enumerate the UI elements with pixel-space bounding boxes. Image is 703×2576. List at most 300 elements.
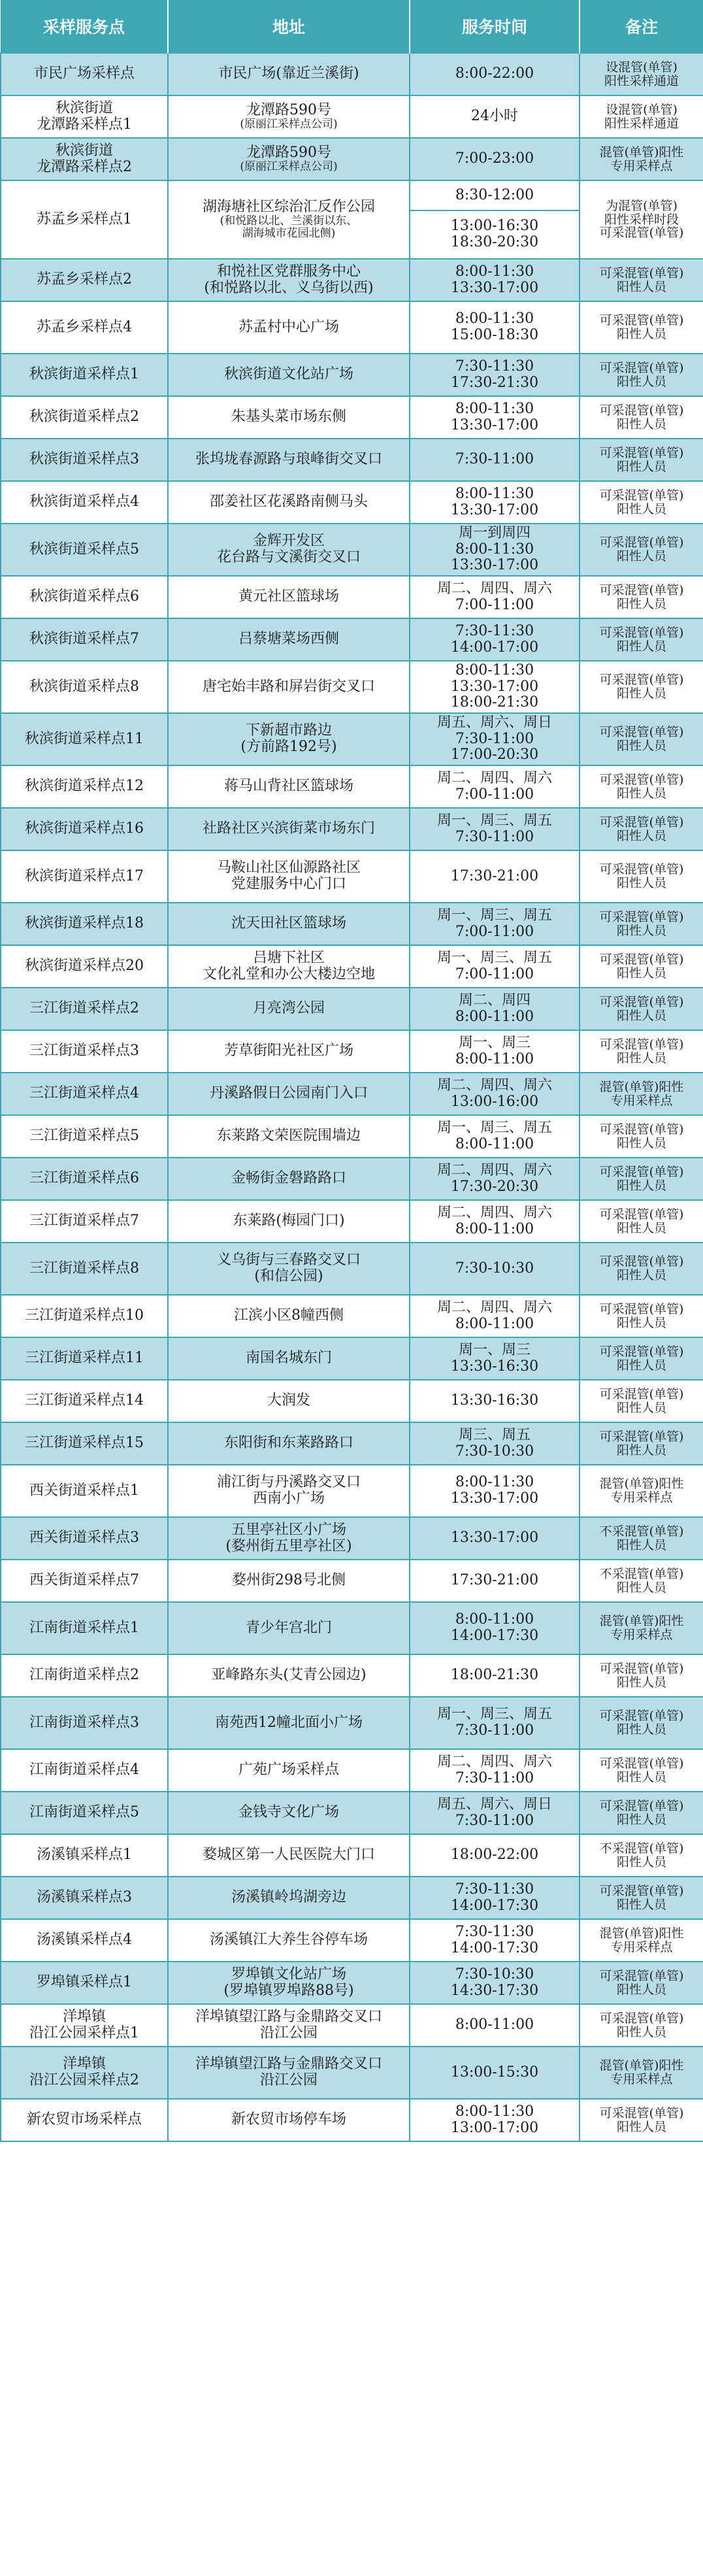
table-row — [1, 808, 703, 850]
table-row — [1, 1749, 703, 1792]
cell-line: 江南街道采样点2 — [29, 1667, 139, 1684]
cell-line: 阳性人员 — [616, 596, 666, 611]
service-point-name — [1, 1654, 168, 1697]
cell-line: 秋滨街道采样点17 — [25, 867, 144, 884]
cell-line: 13:00-15:30 — [450, 2064, 539, 2081]
service-time-cell — [410, 1834, 580, 1877]
table-row — [1, 850, 703, 903]
address-cell — [168, 1517, 410, 1560]
cell-line: 阳性人员 — [616, 1722, 666, 1737]
cell-line: 阳性人员 — [616, 1854, 666, 1869]
service-time-cell — [410, 1073, 580, 1115]
note-cell — [580, 661, 703, 713]
address-cell — [168, 1158, 410, 1200]
cell-line: 17:30-20:30 — [450, 1178, 539, 1195]
service-time-cell — [410, 1243, 580, 1295]
note-cell — [580, 1877, 703, 1919]
cell-line: 三江街道采样点2 — [29, 1000, 139, 1017]
cell-line: 周一、周三、周五 — [436, 949, 552, 966]
note-cell — [580, 1962, 703, 2004]
cell-line: 8:30-12:00 — [455, 186, 534, 203]
cell-line: 13:30-16:30 — [450, 1358, 539, 1375]
note-cell — [580, 1654, 703, 1697]
cell-line: 混管(单管)阳性 — [599, 2058, 684, 2073]
cell-line: 可采混管(单管) — [599, 862, 684, 877]
cell-line: 17:00-20:30 — [450, 746, 539, 763]
note-cell — [580, 2004, 703, 2047]
cell-line: 张坞垅春源路与琅峰街交叉口 — [195, 451, 382, 468]
address-cell — [168, 1834, 410, 1877]
table-row — [1, 1295, 703, 1337]
cell-line: 湖海塘社区综治汇反作公园 — [202, 198, 375, 215]
cell-line: 市民广场采样点 — [33, 65, 135, 82]
cell-line: 阳性人员 — [616, 1580, 666, 1595]
cell-line: 周一到周四 — [458, 525, 531, 542]
cell-line: 洋埠镇望江路与金鼎路交叉口 — [195, 2008, 382, 2025]
cell-line: 阳性人员 — [616, 1443, 666, 1458]
cell-line: 市民广场(靠近兰溪街) — [218, 65, 359, 82]
cell-line: 阳性人员 — [616, 1315, 666, 1330]
cell-line: 阳性采样通道 — [604, 73, 679, 88]
cell-line: 阳性人员 — [616, 686, 666, 701]
service-point-name — [1, 945, 168, 988]
cell-line: 13:30-17:00 — [450, 1530, 539, 1547]
address-cell — [168, 138, 410, 180]
cell-line: 秋滨街道 — [55, 142, 113, 159]
cell-line: 8:00-22:00 — [455, 65, 534, 82]
cell-line: 周二、周四、周六 — [436, 580, 552, 597]
service-time-cell — [410, 1115, 580, 1158]
cell-line: 24小时 — [471, 108, 518, 125]
cell-line: 可采混管(单管) — [599, 1164, 684, 1179]
cell-line: 三江街道采样点7 — [29, 1213, 139, 1229]
cell-line: 新农贸市场采样点 — [26, 2111, 142, 2128]
cell-line: 7:30-11:00 — [455, 828, 534, 845]
cell-line: 可采混管(单管) — [599, 1386, 684, 1401]
service-time-cell — [410, 53, 580, 95]
cell-line: 8:00-11:00 — [455, 1220, 534, 1237]
cell-line: 可采混管(单管) — [599, 535, 684, 550]
cell-line: 可采混管(单管) — [599, 265, 684, 280]
service-time-cell — [410, 988, 580, 1030]
note-cell — [580, 1243, 703, 1295]
table-row — [1, 1115, 703, 1158]
address-cell — [168, 1115, 410, 1158]
cell-line: 阳性人员 — [616, 1982, 666, 1997]
note-cell — [580, 618, 703, 661]
address-cell — [168, 2099, 410, 2141]
cell-line: 吕蔡塘菜场西侧 — [238, 631, 339, 648]
cell-line: 阳性人员 — [616, 2024, 666, 2039]
cell-line: 14:00-17:30 — [450, 1939, 539, 1956]
service-time-cell — [410, 180, 580, 259]
cell-line: 沿江公园采样点2 — [29, 2072, 139, 2088]
cell-line: 西关街道采样点3 — [29, 1530, 139, 1547]
address-cell — [168, 2047, 410, 2099]
service-point-name — [1, 481, 168, 524]
address-cell — [168, 524, 410, 576]
cell-line: 三江街道采样点8 — [29, 1260, 139, 1277]
service-time-cell — [410, 618, 580, 661]
note-cell — [580, 576, 703, 618]
service-point-name — [1, 138, 168, 180]
address-cell — [168, 1030, 410, 1073]
address-cell — [168, 259, 410, 301]
service-point-name — [1, 903, 168, 945]
cell-line: 周二、周四、周六 — [436, 1204, 552, 1221]
cell-line: 金畅街金磐路路口 — [231, 1170, 346, 1187]
service-point-name — [1, 1749, 168, 1792]
service-point-name — [1, 2099, 168, 2141]
header-address: 地址 — [168, 0, 410, 53]
service-point-name — [1, 354, 168, 396]
cell-line: 周一、周三、周五 — [436, 1119, 552, 1136]
service-point-name — [1, 1200, 168, 1243]
address-cell — [168, 713, 410, 765]
table-row — [1, 1654, 703, 1697]
service-time-cell — [410, 1380, 580, 1422]
cell-line: 8:00-11:00 — [455, 1008, 534, 1025]
address-cell — [168, 1073, 410, 1115]
cell-line: 马鞍山社区仙源路社区 — [216, 860, 361, 877]
cell-line: 东阳街和东莱路路口 — [223, 1435, 353, 1452]
cell-line: 阳性人员 — [616, 923, 666, 938]
cell-line: 朱基头菜市场东侧 — [231, 409, 346, 426]
cell-line: 秋滨街道文化站广场 — [223, 366, 353, 383]
cell-line: 7:30-11:00 — [455, 451, 534, 468]
cell-line: 龙潭路590号 — [246, 144, 331, 161]
address-cell — [168, 481, 410, 524]
service-time-cell — [410, 1517, 580, 1560]
cell-line: 阳性人员 — [616, 639, 666, 654]
service-time-cell — [410, 138, 580, 180]
cell-line: 18:00-21:30 — [450, 694, 539, 711]
table-row — [1, 95, 703, 138]
service-time-cell — [410, 1654, 580, 1697]
service-time-cell — [410, 1749, 580, 1792]
cell-line: 可采混管(单管) — [599, 403, 684, 418]
table-row — [1, 1030, 703, 1073]
service-time-cell — [410, 1697, 580, 1749]
table-row — [1, 765, 703, 808]
cell-line: 阳性人员 — [616, 1268, 666, 1282]
cell-line: 三江街道采样点15 — [25, 1435, 144, 1452]
address-cell — [168, 1919, 410, 1962]
cell-line: 阳性人员 — [616, 1050, 666, 1065]
note-cell — [580, 713, 703, 765]
service-time-cell — [410, 2099, 580, 2141]
cell-line: 苏孟村中心广场 — [238, 318, 339, 335]
cell-line: 可采混管(单管) — [599, 1254, 684, 1269]
address-cell — [168, 1243, 410, 1295]
table-row — [1, 661, 703, 713]
cell-line: 阳性人员 — [616, 1769, 666, 1784]
time-slot — [410, 210, 579, 258]
table-row — [1, 1380, 703, 1422]
cell-line: (和信公园) — [254, 1268, 323, 1284]
service-time-cell — [410, 1560, 580, 1602]
cell-line: 周一、周三、周五 — [436, 1706, 552, 1723]
table-body — [1, 53, 703, 2141]
service-point-name — [1, 95, 168, 138]
cell-line: 三江街道采样点4 — [29, 1085, 139, 1102]
address-note-line: (原丽江采样点公司) — [240, 160, 338, 174]
table-row — [1, 180, 703, 259]
cell-line: 14:00-17:30 — [450, 1897, 539, 1914]
service-time-cell — [410, 808, 580, 850]
cell-line: 7:00-11:00 — [455, 596, 534, 613]
cell-line: 周一、周三、周五 — [436, 907, 552, 924]
service-point-name — [1, 661, 168, 713]
cell-line: 可采混管(单管) — [599, 488, 684, 503]
cell-line: 金钱寺文化广场 — [238, 1804, 339, 1821]
address-cell — [168, 2004, 410, 2047]
cell-line: 混管(单管)阳性 — [599, 144, 684, 159]
cell-line: 7:00-11:00 — [455, 923, 534, 940]
cell-line: 可采混管(单管) — [599, 909, 684, 924]
cell-line: 汤溪镇采样点4 — [37, 1932, 132, 1949]
cell-line: 沿江公园采样点1 — [29, 2024, 139, 2041]
cell-line: 阳性人员 — [616, 1537, 666, 1552]
service-point-name — [1, 1919, 168, 1962]
cell-line: 汤溪镇采样点1 — [37, 1847, 132, 1864]
note-cell — [580, 1465, 703, 1517]
service-time-cell — [410, 481, 580, 524]
cell-line: 可采混管(单管) — [599, 1756, 684, 1771]
service-time-cell — [410, 945, 580, 988]
cell-line: 13:30-16:30 — [450, 1392, 539, 1409]
table-row — [1, 1422, 703, 1465]
note-cell — [580, 1517, 703, 1560]
table-header — [1, 0, 703, 53]
cell-line: 可采混管(单管) — [599, 1661, 684, 1676]
header-service-time: 服务时间 — [410, 0, 580, 53]
address-cell — [168, 1380, 410, 1422]
note-cell — [580, 808, 703, 850]
service-time-cell — [410, 259, 580, 301]
cell-line: 秋滨街道采样点12 — [25, 778, 144, 795]
service-point-name — [1, 1422, 168, 1465]
table-row — [1, 2047, 703, 2099]
cell-line: 混管(单管)阳性 — [599, 1614, 684, 1629]
cell-line: 可采混管(单管) — [599, 725, 684, 740]
cell-line: 阳性人员 — [616, 2119, 666, 2134]
cell-line: 龙潭路590号 — [246, 101, 331, 118]
table-row — [1, 1919, 703, 1962]
cell-line: 龙潭路采样点1 — [37, 116, 132, 133]
table-row — [1, 1877, 703, 1919]
cell-line: 18:30-20:30 — [450, 234, 539, 250]
cell-line: 设混管(单管) — [606, 102, 678, 117]
service-point-name — [1, 1073, 168, 1115]
service-point-name — [1, 850, 168, 903]
cell-line: 设混管(单管) — [606, 59, 678, 75]
service-time-cell — [410, 713, 580, 765]
cell-line: 沿江公园 — [259, 2072, 318, 2088]
service-point-name — [1, 808, 168, 850]
cell-line: 可采混管(单管) — [599, 1883, 684, 1898]
service-time-cell — [410, 1792, 580, 1834]
note-cell — [580, 259, 703, 301]
address-cell — [168, 988, 410, 1030]
cell-line: 7:00-11:00 — [455, 786, 534, 803]
cell-line: 不采混管(单管) — [599, 1524, 684, 1539]
cell-line: 18:00-22:00 — [450, 1847, 539, 1864]
service-point-name — [1, 988, 168, 1030]
cell-line: 秋滨街道采样点5 — [29, 541, 139, 558]
cell-line: 可采混管(单管) — [599, 313, 684, 328]
cell-line: 黄元社区篮球场 — [238, 588, 339, 605]
cell-line: 可采混管(单管) — [599, 445, 684, 460]
service-time-cell — [410, 95, 580, 138]
address-cell — [168, 1877, 410, 1919]
service-point-name — [1, 1380, 168, 1422]
cell-line: 8:00-11:30 — [455, 263, 534, 280]
cell-line: 秋滨街道采样点3 — [29, 451, 139, 468]
cell-line: 8:00-11:30 — [455, 2103, 534, 2120]
cell-line: 党建服务中心门口 — [231, 876, 346, 892]
address-cell — [168, 1697, 410, 1749]
cell-line: 13:30-17:00 — [450, 557, 539, 574]
service-time-cell — [410, 1337, 580, 1380]
cell-line: 月亮湾公园 — [252, 1000, 325, 1017]
service-point-name — [1, 1602, 168, 1654]
service-time-cell — [410, 396, 580, 439]
address-cell — [168, 1465, 410, 1517]
address-note-line: (原丽江采样点公司) — [240, 118, 338, 131]
cell-line: 阳性人员 — [616, 501, 666, 516]
service-point-name — [1, 439, 168, 481]
cell-line: 苏孟乡采样点1 — [37, 210, 132, 227]
cell-line: 秋滨街道采样点20 — [25, 958, 144, 975]
cell-line: 和悦社区党群服务中心 — [216, 263, 361, 280]
cell-line: 秋滨街道采样点6 — [29, 588, 139, 605]
service-point-name — [1, 1158, 168, 1200]
note-cell — [580, 1295, 703, 1337]
cell-line: 可采混管(单管) — [599, 1122, 684, 1137]
cell-line: 可采混管(单管) — [599, 226, 684, 241]
cell-line: 西关街道采样点1 — [29, 1482, 139, 1499]
cell-line: 可采混管(单管) — [599, 2105, 684, 2120]
address-cell — [168, 180, 410, 259]
service-time-cell — [410, 661, 580, 713]
table-row — [1, 481, 703, 524]
address-cell — [168, 354, 410, 396]
service-point-name — [1, 713, 168, 765]
cell-line: 阳性人员 — [616, 416, 666, 431]
address-cell — [168, 1792, 410, 1834]
cell-line: 南苑西12幢北面小广场 — [215, 1714, 363, 1731]
cell-line: 秋滨街道 — [55, 99, 113, 116]
cell-line: (方前路192号) — [240, 739, 337, 755]
cell-line: (罗埠镇罗埠路88号) — [223, 1982, 354, 1999]
service-time-cell — [410, 1602, 580, 1654]
cell-line: 秋滨街道采样点11 — [25, 730, 144, 747]
table-row — [1, 354, 703, 396]
cell-line: 下新超市路边 — [245, 722, 332, 739]
cell-line: 阳性人员 — [616, 828, 666, 843]
cell-line: 7:30-10:30 — [455, 1443, 534, 1460]
service-point-name — [1, 301, 168, 354]
service-time-cell — [410, 354, 580, 396]
time-slot — [410, 181, 579, 210]
cell-line: 混管(单管)阳性 — [599, 1079, 684, 1094]
note-cell — [580, 1602, 703, 1654]
cell-line: 秋滨街道采样点7 — [29, 631, 139, 648]
cell-line: 13:00-16:00 — [450, 1093, 539, 1110]
cell-line: 8:00-11:00 — [455, 1315, 534, 1332]
cell-line: 江南街道采样点4 — [29, 1762, 139, 1779]
cell-line: 东莱路文荣医院围墙边 — [216, 1128, 361, 1145]
table-row — [1, 2099, 703, 2141]
cell-line: 可采混管(单管) — [599, 1429, 684, 1444]
cell-line: 三江街道采样点14 — [25, 1392, 144, 1409]
address-cell — [168, 95, 410, 138]
cell-line: 13:30-17:00 — [450, 678, 539, 695]
table-row — [1, 1697, 703, 1749]
cell-line: 洋埠镇 — [62, 2056, 106, 2073]
table-row — [1, 2004, 703, 2047]
service-point-name — [1, 1517, 168, 1560]
address-cell — [168, 1422, 410, 1465]
cell-line: 专用采样点 — [610, 1490, 673, 1505]
note-cell — [580, 988, 703, 1030]
note-cell — [580, 2047, 703, 2099]
cell-line: 专用采样点 — [610, 1093, 673, 1108]
cell-line: 阳性人员 — [616, 1135, 666, 1150]
address-cell — [168, 576, 410, 618]
cell-line: 混管(单管)阳性 — [599, 1477, 684, 1492]
service-point-name — [1, 1697, 168, 1749]
cell-line: 18:00-21:30 — [450, 1667, 539, 1684]
service-time-cell — [410, 1200, 580, 1243]
table-row — [1, 1602, 703, 1654]
cell-line: 苏孟乡采样点2 — [37, 271, 132, 288]
cell-line: 可采混管(单管) — [599, 952, 684, 967]
note-cell — [580, 53, 703, 95]
service-point-name — [1, 396, 168, 439]
cell-line: 社路社区兴滨街菜市场东门 — [202, 820, 375, 837]
cell-line: 苏孟乡采样点4 — [37, 318, 132, 335]
cell-line: 13:00-16:30 — [450, 218, 539, 235]
address-cell — [168, 850, 410, 903]
cell-line: 江南街道采样点3 — [29, 1714, 139, 1731]
note-cell — [580, 1200, 703, 1243]
cell-line: 阳性人员 — [616, 459, 666, 474]
cell-line: 阳性人员 — [616, 1897, 666, 1912]
service-point-name — [1, 1337, 168, 1380]
cell-line: 可采混管(单管) — [599, 625, 684, 640]
cell-line: 可采混管(单管) — [599, 673, 684, 688]
cell-line: 金辉开发区 — [252, 533, 325, 550]
table-row — [1, 439, 703, 481]
cell-line: 阳性人员 — [616, 739, 666, 753]
cell-line: 7:30-10:30 — [455, 1965, 534, 1982]
cell-line: 7:30-11:00 — [455, 730, 534, 747]
table-row — [1, 1073, 703, 1115]
service-time-cell — [410, 1919, 580, 1962]
note-cell — [580, 180, 703, 259]
note-cell — [580, 396, 703, 439]
cell-line: 阳性人员 — [616, 1008, 666, 1023]
cell-line: 17:30-21:30 — [450, 374, 539, 391]
cell-line: 罗埠镇文化站广场 — [231, 1965, 346, 1982]
cell-line: 阳性人员 — [616, 1812, 666, 1827]
cell-line: 广苑广场采样点 — [238, 1762, 339, 1779]
cell-line: 西南小广场 — [252, 1490, 325, 1507]
cell-line: 7:30-11:30 — [455, 358, 534, 375]
table-row — [1, 713, 703, 765]
